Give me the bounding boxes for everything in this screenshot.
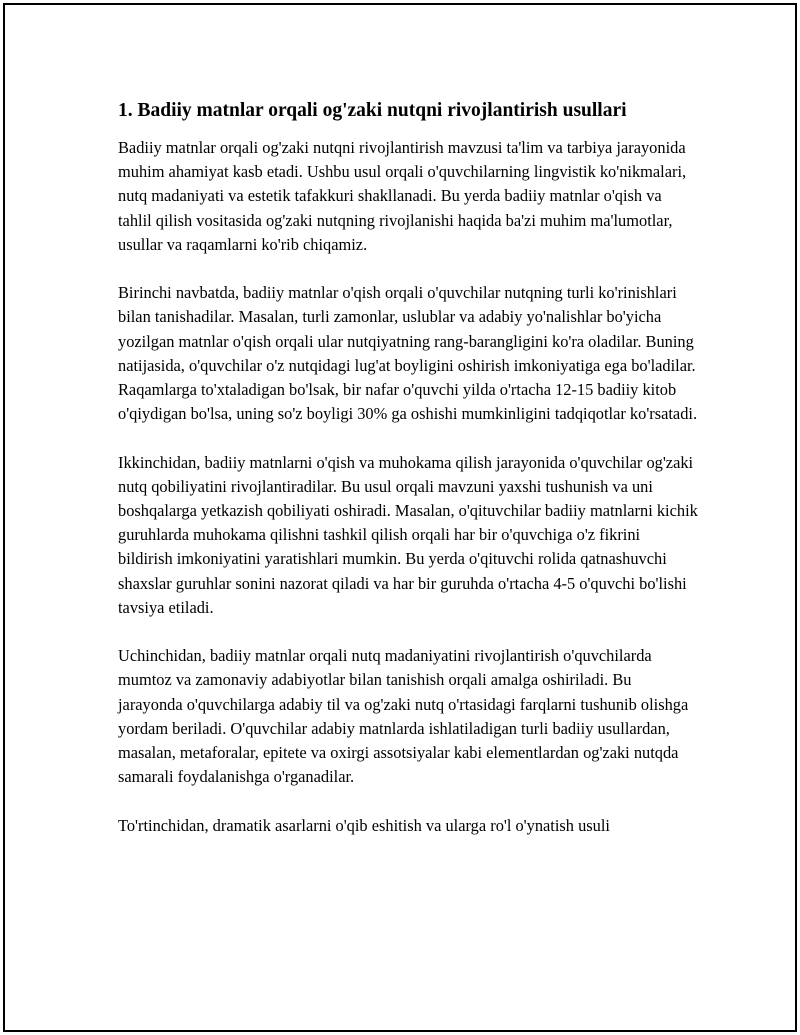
page-frame: [3, 3, 797, 1032]
paragraph-third: Uchinchidan, badiiy matnlar orqali nutq madaniyatini rivojlantirish o'quvchilarda mumtoz va zamonaviy adabiyotlar bilan tanishish orqali amalga oshiriladi. Bu jarayonda o'quvchilarga adabiy til va og'zaki nutq o'rtasidagi farqlarni tushunib olishga yordam beriladi. O'quvchilar adabiy matnlarda ishlatiladigan turli badiiy usullardan, masalan, metaforalar, epitete va oxirgi assotsiyalar kabi elementlardan og'zaki nutqda samarali foydalanishga o'rganadilar.: [118, 646, 689, 787]
paragraph-intro: Badiiy matnlar orqali og'zaki nutqni rivojlantirish mavzusi ta'lim va tarbiya jarayonida muhim ahamiyat kasb etadi. Ushbu usul orqali o'quvchilarning lingvistik ko'nikmalari, nutq madaniyati va estetik tafakkuri shakllanadi. Bu yerda badiiy matnlar o'qish va tahlil qilish vositasida og'zaki nutqning rivojlanishi haqida ba'zi muhim ma'lumotlar, usullar va raqamlarni ko'rib chiqamiz.: [118, 138, 687, 254]
paragraph-second: Ikkinchidan, badiiy matnlarni o'qish va muhokama qilish jarayonida o'quvchilar og'zaki nutq qobiliyatini rivojlantiradilar. Bu usul orqali mavzuni yaxshi tushunish va uni boshqalarga yetkazish qobiliyati oshiradi. Masalan, o'qituvchilar badiiy matnlarni kichik guruhlarda muhokama qilishni tashkil qilish orqali har bir o'quvchiga o'z fikrini bildirish imkoniyatini yaratishlari mumkin. Bu yerda o'qituvchi rolida qatnashuvchi shaxslar guruhlar sonini nazorat qiladi va har bir guruhda o'rtacha 4-5 o'quvchi bo'lishi tavsiya etiladi.: [118, 452, 698, 617]
document-body: [118, 99, 698, 862]
paragraph-first: Birinchi navbatda, badiiy matnlar o'qish orqali o'quvchilar nutqning turli ko'rinishlari bilan tanishadilar. Masalan, turli zamonlar, uslublar va adabiy yo'nalishlar bo'yicha yozilgan matnlar o'qish orqali ular nutqiyatning rang-barangligini ko'ra oladilar. Buning natijasida, o'quvchilar o'z nutqidagi lug'at boyligini oshirish imkoniyatiga ega bo'ladilar. Raqamlarga to'xtaladigan bo'lsak, bir nafar o'quvchi yilda o'rtacha 12-15 badiiy kitob o'qiydigan bo'lsa, uning so'z boyligi 30% ga oshishi mumkinligini tadqiqotlar ko'rsatadi.: [118, 283, 698, 424]
section-heading: 1. Badiiy matnlar orqali og'zaki nutqni rivojlantirish usullari: [118, 100, 627, 121]
paragraph-fourth: To'rtinchidan, dramatik asarlarni o'qib eshitish va ularga ro'l o'ynatish usuli: [118, 815, 610, 835]
